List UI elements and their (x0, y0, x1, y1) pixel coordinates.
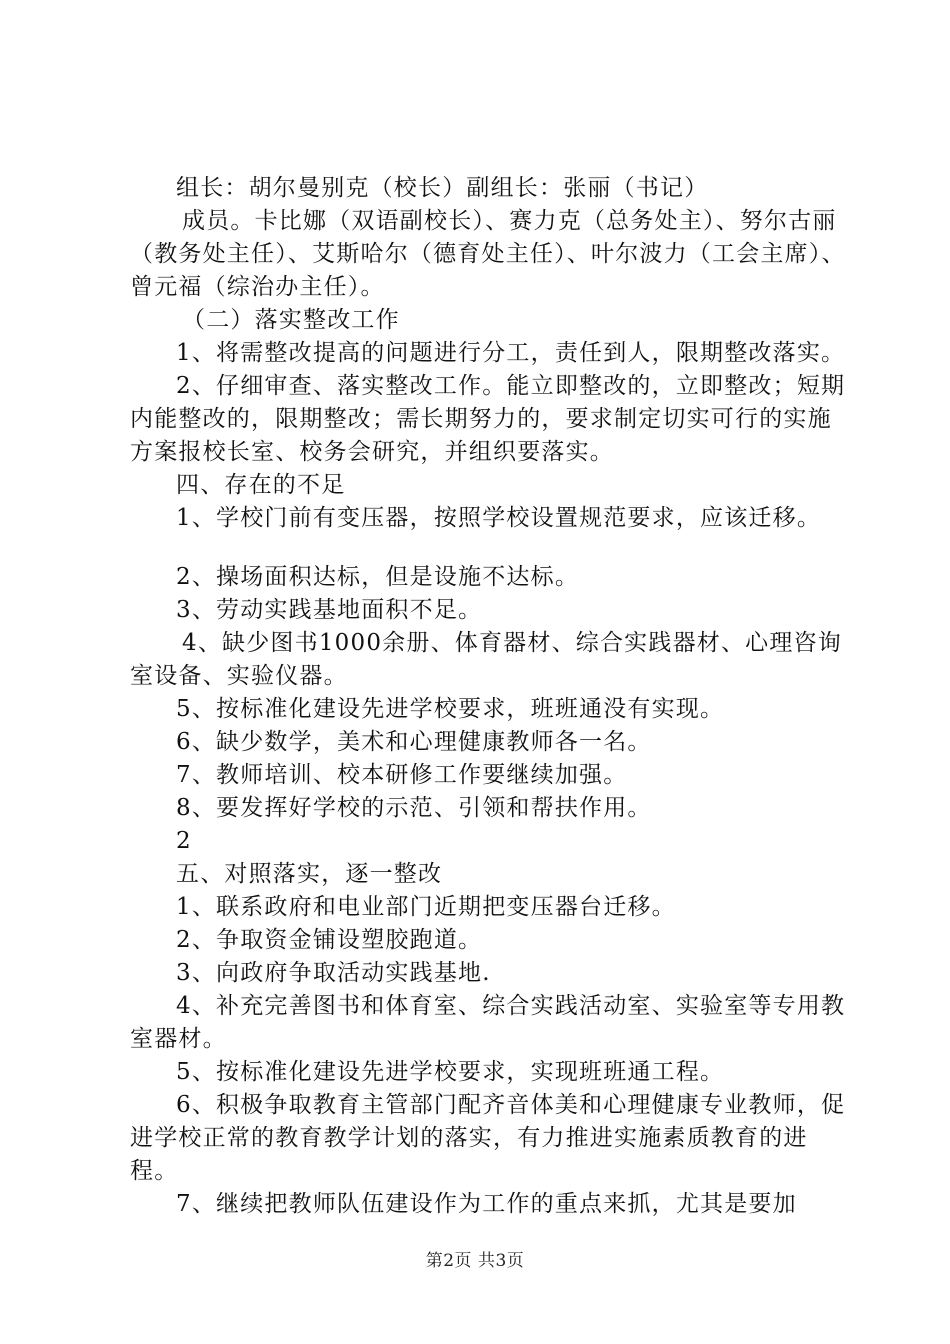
paragraph: 成员。卡比娜（双语副校长）、赛力克（总务处主）、努尔古丽（教务处主任）、艾斯哈尔（德育处主任）、叶尔波力（工会主席）、曾元福（综治办主任）。 (130, 208, 846, 300)
list-item: 7、继续把教师队伍建设作为工作的重点来抓，尤其是要加 (176, 1191, 797, 1217)
list-item: 3、向政府争取活动实践基地. (176, 960, 491, 986)
paragraph: 组长：胡尔曼别克（校长）副组长：张丽（书记） (176, 175, 709, 201)
page-footer: 第2页 共3页 (425, 1251, 525, 1271)
list-item: 2、操场面积达标，但是设施不达标。 (176, 564, 580, 590)
list-item: 5、按标准化建设先进学校要求，班班通没有实现。 (176, 696, 725, 722)
list-item: 5、按标准化建设先进学校要求，实现班班通工程。 (176, 1059, 725, 1085)
list-item: 1、联系政府和电业部门近期把变压器台迁移。 (176, 894, 676, 920)
section-heading: 四、存在的不足 (176, 472, 346, 498)
list-item: 3、劳动实践基地面积不足。 (176, 597, 483, 623)
paragraph: 1、将需整改提高的问题进行分工，责任到人，限期整改落实。 (176, 340, 846, 366)
list-item: 4、缺少图书1000余册、体育器材、综合实践器材、心理咨询室设备、实验仪器。 (130, 630, 842, 689)
list-item: 2、争取资金铺设塑胶跑道。 (176, 927, 483, 953)
section-heading: （二）落实整改工作 (182, 307, 400, 333)
list-item: 4、补充完善图书和体育室、综合实践活动室、实验室等专用教室器材。 (130, 993, 846, 1052)
paragraph: 2、仔细审查、落实整改工作。能立即整改的，立即整改；短期内能整改的，限期整改；需长期努力的，要求制定切实可行的实施方案报校长室、校务会研究，并组织要落实。 (130, 373, 846, 465)
document-body (130, 172, 846, 1221)
list-item: 6、积极争取教育主管部门配齐音体美和心理健康专业教师，促进学校正常的教育教学计划的落实，有力推进实施素质教育的进程。 (130, 1092, 846, 1184)
section-heading: 五、对照落实，逐一整改 (176, 861, 443, 887)
list-item: 7、教师培训、校本研修工作要继续加强。 (176, 762, 628, 788)
stray-page-number: 2 (176, 828, 192, 854)
list-item: 6、缺少数学，美术和心理健康教师各一名。 (176, 729, 652, 755)
list-item: 8、要发挥好学校的示范、引领和帮扶作用。 (176, 795, 652, 821)
list-item: 1、学校门前有变压器，按照学校设置规范要求，应该迁移。 (176, 505, 822, 531)
